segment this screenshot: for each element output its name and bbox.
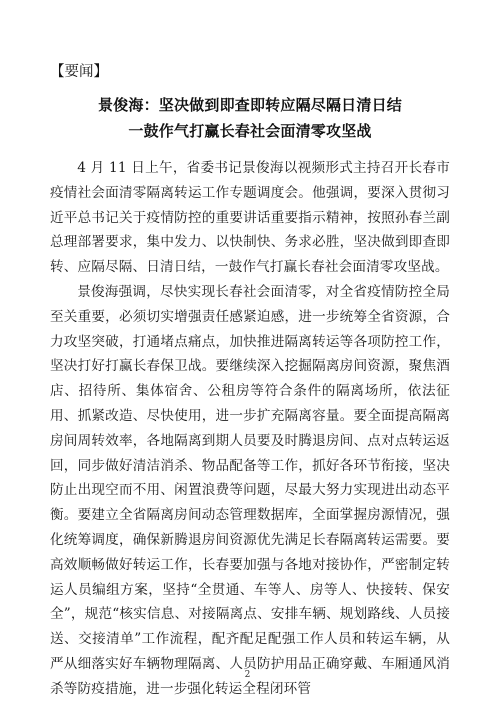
section-tag: 【要闻】 [50, 64, 108, 80]
article-body [50, 156, 450, 702]
paragraph-1: 4 月 11 日上午，省委书记景俊海以视频形式主持召开长春市疫情社会面清零隔离转运工作专题调度会。他强调，要深入贯彻习近平总书记关于疫情防控的重要讲话重要指示精神，按照孙春兰副总理部署要求，集中发力、以快制快、务求必胜，坚决做到即查即转、应隔尽隔、日清日结，一鼓作气打赢长春社会面清零攻坚战。 [50, 160, 450, 276]
paragraph-2: 景俊海强调，尽快实现长春社会面清零，对全省疫情防控全局至关重要，必须切实增强责任感紧迫感，进一步统筹全省资源，合力攻坚突破，打通堵点痛点，加快推进隔离转运等各项防控工作，坚决打好打赢长春保卫战。要继续深入挖掘隔离房间资源，聚焦酒店、招待所、集体宿舍、公租房等符合条件的隔离场所，依法征用、抓紧改造、尽快使用，进一步扩充隔离容量。要全面提高隔离房间周转效率，各地隔离到期人员要及时腾退房间、点对点转运返回，同步做好清洁消杀、物品配备等工作，抓好各环节衔接，坚决防止出现空而不用、闲置浪费等问题，尽最大努力实现进出动态平衡。要建立全省隔离房间动态管理数据库，全面掌握房源情况，强化统筹调度，确保新腾退房间资源优先满足长春隔离转运需要。要高效顺畅做好转运工作，长春要加强与各地对接协作，严密制定转运人员编组方案，坚持“全贯通、车等人、房等人、快接转、保安全”，规范“核实信息、对接隔离点、安排车辆、规划路线、人员接送、交接清单”工作流程，配齐配足配强工作人员和转运车辆，从严从细落实好车辆物理隔离、人员防护用品正确穿戴、车厢通风消杀等防疫措施，进一步强化转运全程闭环管 [50, 283, 450, 697]
page-number: 2 [244, 670, 251, 680]
document-page [50, 60, 450, 702]
headline-line-1: 景俊海：坚决做到即查即转应隔尽隔日清日结 [97, 96, 402, 114]
headline-line-2: 一鼓作气打赢长春社会面清零攻坚战 [128, 122, 372, 140]
